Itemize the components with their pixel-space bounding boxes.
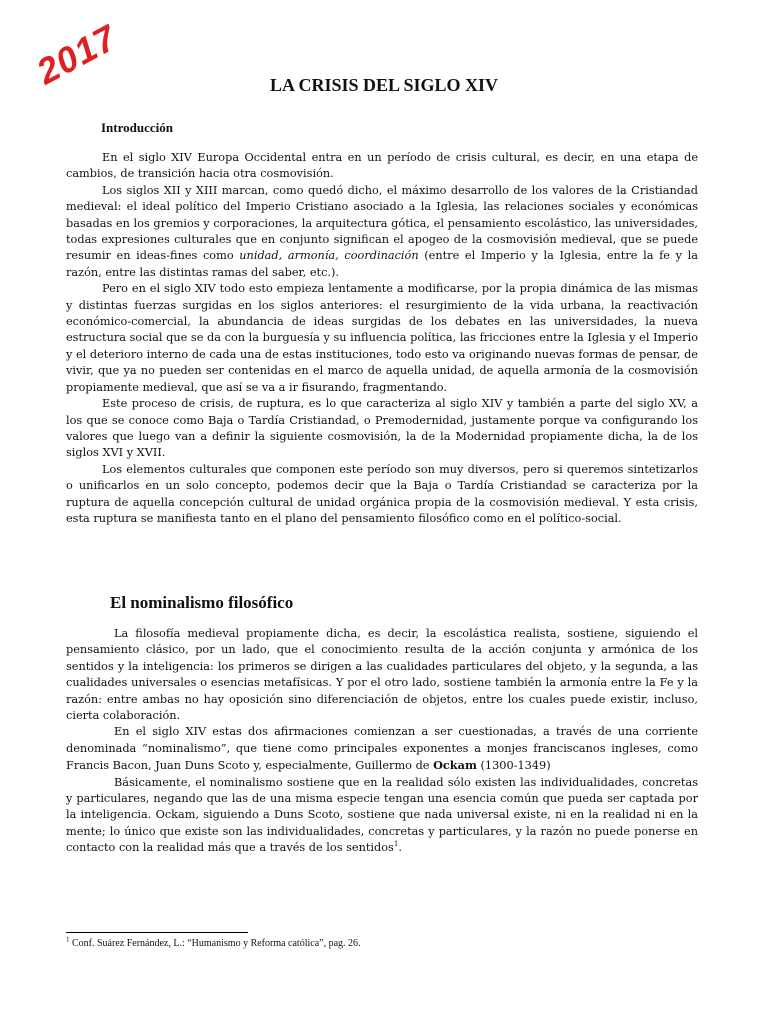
nominalismo-paragraph-3-end: . [398,841,402,855]
footnote-text: Conf. Suárez Fernández, L.: “Humanismo y Reforma católica”, pag. 26. [69,938,361,949]
footnote-marker: 1 [66,935,70,944]
nominalismo-paragraph-1: La filosofía medieval propiamente dicha, es decir, la escolástica realista, sostiene, siguiendo el pensamiento clásico, por un lado, que el conocimiento resulta de la acción conjunta y armónica de los sentidos y la inteligencia: los primeros se dirigen a las cualidades particulares del objeto, y la segunda, a las cualidades universales o esencias metafísicas. Y por el otro lado, sostiene también la armonía entre la Fe y la razón: entre ambas no hay oposición sino diferenciación de objetos, entre los cuales puede existir, incluso, cierta colaboración. [66,627,698,723]
nominalismo-paragraph-2-a: En el siglo XIV estas dos afirmaciones comienzan a ser cuestionadas, a través de una corriente denominada “nominalismo”, que tiene como principales exponentes a monjes franciscanos ingleses, como Francis Bacon, Juan Duns Scoto y, especialmente, Guillermo de [66,725,698,773]
footnote-divider [66,932,248,933]
nominalismo-paragraph-3 [66,775,698,857]
nominalismo-heading: El nominalismo filosófico [110,593,294,612]
ockam-name: Ockam [433,758,477,773]
footnote [66,935,361,949]
intro-paragraph-2-a: Los siglos XII y XIII marcan, como quedó dicho, el máximo desarrollo de los valores de la Cristiandad medieval: el ideal político del Imperio Cristiano asociado a la Iglesia, las relaciones sociales y económicas basadas en los gremios y corporaciones, la arquitectura gótica, el pensamiento escolástico, las universidades, todas expresiones culturales que en conjunto significan el apogeo de la cosmovisión medieval, que se puede resumir en ideas-fines como [66,183,698,263]
intro-paragraph-2 [66,183,698,281]
intro-paragraph-2-b: (entre el Imperio y la Iglesia, entre la fe y la razón, entre las distintas ramas del saber, etc.). [66,249,698,279]
intro-paragraph-3: Pero en el siglo XIV todo esto empieza lentamente a modificarse, por la propia dinámica de las mismas y distintas fuerzas surgidas en los siglos anteriores: el resurgimiento de la vida urbana, la reactivación económico-comercial, la abundancia de ideas surgidas de los debates en las universidades, la nueva estructura social que se da con la burguesía y su influencia política, las fricciones entre la Iglesia y el Imperio y el deterioro interno de cada una de estas instituciones, todo esto va originando nuevas formas de pensar, de vivir, que ya no pueden ser contenidas en el marco de aquella unidad, de aquella armonía de la cosmovisión propiamente medieval, que así se va a ir fisurando, fragmentando. [66,282,698,394]
intro-heading: Introducción [101,120,173,135]
footnote-reference: 1 [393,840,399,849]
intro-paragraph-5: Los elementos culturales que componen este período son muy diversos, pero si queremos sintetizarlos o unificarlos en un solo concepto, podemos decir que la Baja o Tardía Cristiandad se caracteriza por la ruptura de aquella concepción cultural de unidad orgánica propia de la cosmovisión medieval. Y esta crisis, esta ruptura se manifiesta tanto en el plano del pensamiento filosófico como en el político-social. [66,462,698,525]
intro-body [66,150,698,527]
intro-paragraph-4: Este proceso de crisis, de ruptura, es lo que caracteriza al siglo XIV y también a parte del siglo XV, a los que se conoce como Baja o Tardía Cristiandad, o Premodernidad, justamente porque va configurando los valores que luego van a definir la siguiente cosmovisión, la de la Modernidad propiamente dicha, la de los siglos XVI y XVII. [66,397,698,460]
nominalismo-paragraph-2-b: (1300-1349) [476,759,551,773]
nominalismo-body [66,626,698,857]
year-stamp: 2017 [30,16,124,93]
document-title: LA CRISIS DEL SIGLO XIV [269,75,499,95]
intro-paragraph-1: En el siglo XIV Europa Occidental entra en un período de crisis cultural, es decir, en una etapa de cambios, de transición hacia otra cosmovisión. [66,151,698,181]
intro-paragraph-2-emphasis: unidad, armonía, coordinación [239,249,419,263]
nominalismo-paragraph-2 [66,724,698,774]
nominalismo-paragraph-3-text: Básicamente, el nominalismo sostiene que en la realidad sólo existen las individualidades, concretas y particulares, negando que las de una misma especie tengan una esencia común que pueda ser captada por la inteligencia. Ockam, siguiendo a Duns Scoto, sostiene que nada universal existe, ni en la realidad ni en la mente; lo único que existe son las individualidades, concretas y particulares, y la razón no puede ponerse en contacto con la realidad más que a través de los sentidos [66,775,698,855]
